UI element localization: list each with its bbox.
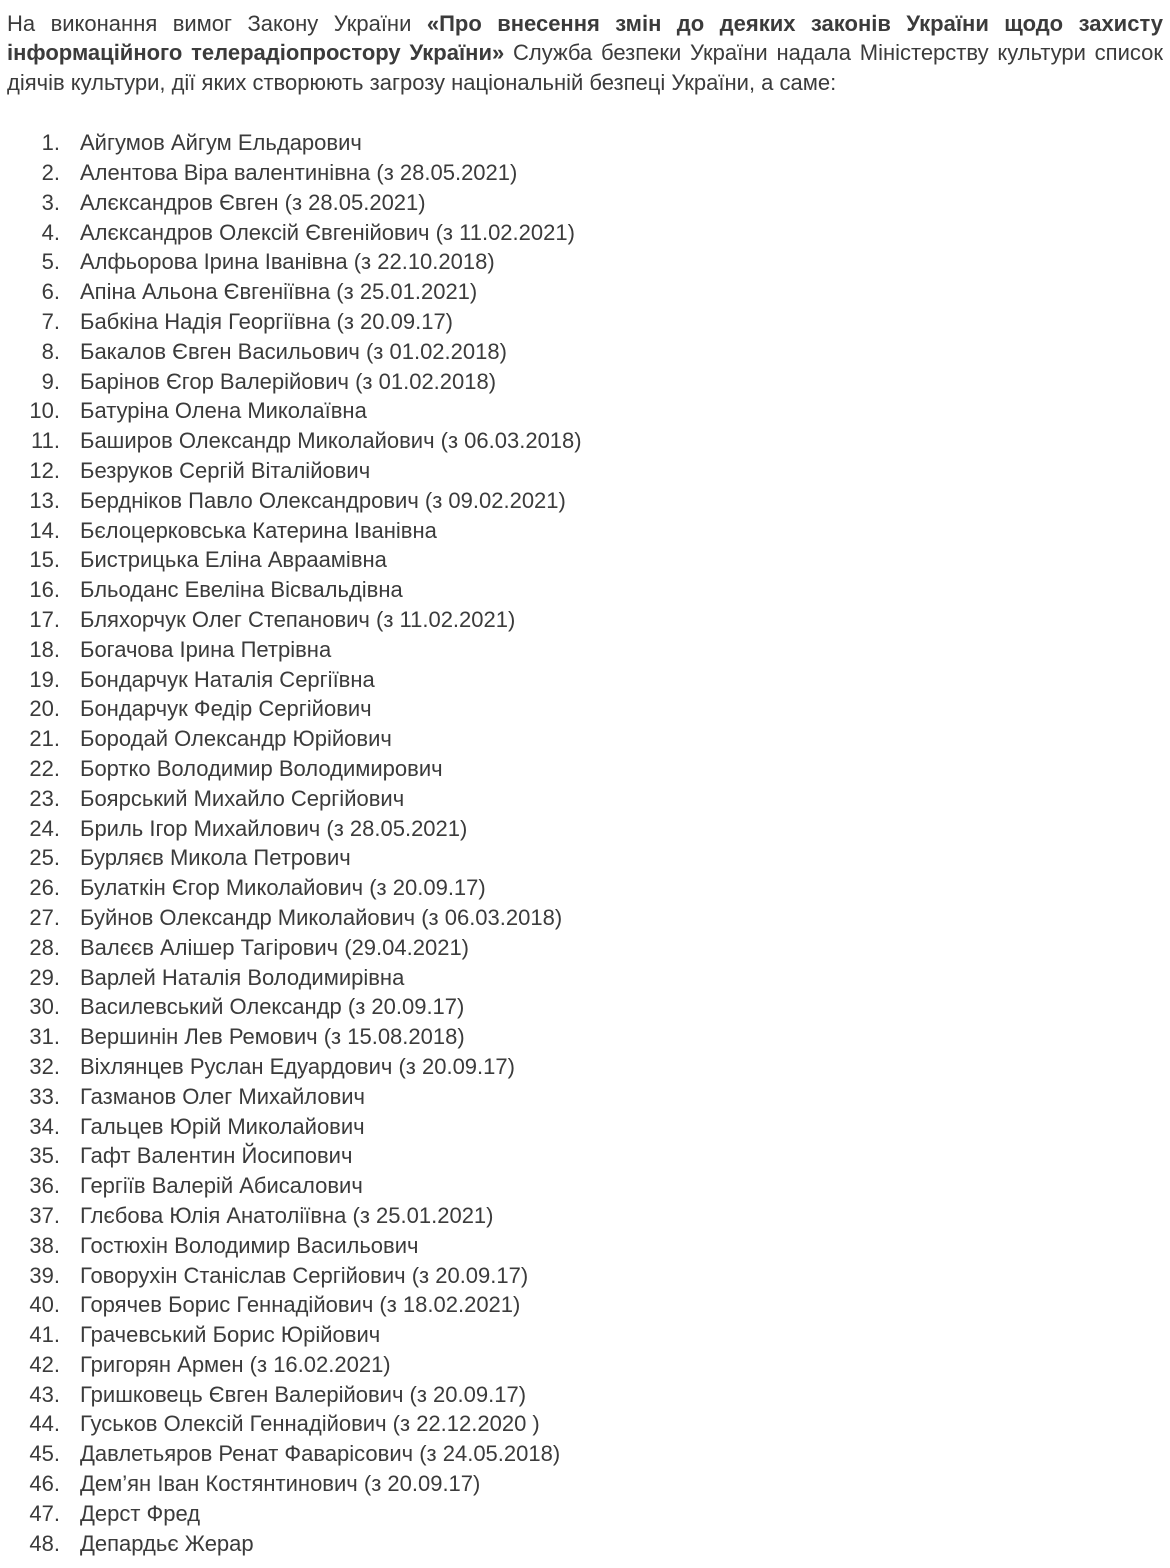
person-name: Бондарчук Наталія Сергіївна [80, 666, 375, 692]
list-item [7, 635, 1163, 665]
list-item [7, 128, 1163, 158]
person-name: Бриль Ігор Михайлович (з 28.05.2021) [80, 815, 468, 841]
list-item-number: 11. [31, 428, 60, 454]
person-name: Бородай Олександр Юрійович [80, 726, 392, 752]
person-name: Алєксандров Євген (з 28.05.2021) [80, 189, 426, 215]
list-item [7, 903, 1163, 933]
law-title-bold: «Про внесення змін до деяких законів України щодо захисту інформаційного телерадіопростору України» [7, 11, 1164, 66]
person-name: Булаткін Єгор Миколайович (з 20.09.17) [80, 875, 486, 901]
person-name: Алентова Віра валентинівна (з 28.05.2021) [80, 160, 518, 186]
list-item-number: 15. [29, 547, 60, 573]
list-item [7, 367, 1163, 397]
person-name: Бурляєв Микола Петрович [80, 845, 351, 871]
person-name: Дерст Фред [80, 1500, 201, 1526]
list-item-number: 7. [41, 309, 60, 334]
list-item [7, 933, 1163, 963]
list-item-number: 20. [29, 696, 60, 722]
list-item [7, 784, 1163, 814]
list-item-number: 44. [29, 1411, 60, 1437]
list-item [7, 694, 1163, 724]
person-name: Говорухін Станіслав Сергійович (з 20.09.17) [80, 1262, 529, 1288]
intro-paragraph [7, 9, 1163, 97]
list-item-number: 22. [29, 755, 60, 781]
person-name: Гафт Валентин Йосипович [80, 1143, 353, 1169]
person-name: Бєлоцерковська Катерина Іванівна [80, 517, 437, 543]
list-item [7, 426, 1163, 456]
person-name: Боярський Михайло Сергійович [80, 785, 405, 811]
list-item-number: 31. [29, 1024, 60, 1050]
list-item [7, 1171, 1163, 1201]
person-name: Бляхорчук Олег Степанович (з 11.02.2021) [80, 606, 516, 632]
person-name: Бльоданс Евеліна Вісвальдівна [80, 577, 403, 603]
list-item [7, 337, 1163, 367]
person-name: Глєбова Юлія Анатоліївна (з 25.01.2021) [80, 1202, 494, 1228]
list-item [7, 1350, 1163, 1380]
person-name: Грачевський Борис Юрійович [80, 1322, 381, 1348]
person-name: Гальцев Юрій Миколайович [80, 1113, 365, 1139]
list-item-number: 4. [41, 219, 60, 245]
list-item-number: 24. [29, 815, 60, 841]
list-item [7, 873, 1163, 903]
list-item-number: 32. [29, 1053, 60, 1079]
list-item [7, 843, 1163, 873]
person-name: Бердніков Павло Олександрович (з 09.02.2021) [80, 487, 566, 513]
list-item-number: 37. [29, 1202, 60, 1228]
list-item [7, 277, 1163, 307]
person-name: Бондарчук Федір Сергійович [80, 696, 372, 722]
list-item [7, 545, 1163, 575]
list-item [7, 456, 1163, 486]
person-name: Газманов Олег Михайлович [80, 1083, 366, 1109]
person-name: Дем’ян Іван Костянтинович (з 20.09.17) [80, 1471, 481, 1497]
list-item [7, 1022, 1163, 1052]
list-item-number: 38. [29, 1232, 60, 1258]
list-item-number: 8. [41, 338, 60, 364]
list-item [7, 992, 1163, 1022]
person-name: Гергіїв Валерій Абисалович [80, 1173, 363, 1199]
list-item-number: 2. [41, 160, 60, 186]
person-name: Апіна Альона Євгеніївна (з 25.01.2021) [80, 279, 478, 305]
person-name: Гуськов Олексій Геннадійович (з 22.12.2020 ) [80, 1411, 540, 1437]
list-item [7, 605, 1163, 635]
list-item-number: 14. [29, 517, 60, 543]
person-name: Айгумов Айгум Ельдарович [80, 130, 362, 156]
list-item [7, 1380, 1163, 1410]
list-item-number: 33. [29, 1083, 60, 1109]
list-item-number: 46. [29, 1471, 60, 1497]
list-item-number: 9. [41, 368, 60, 394]
list-item [7, 1499, 1163, 1529]
person-name: Баширов Олександр Миколайович (з 06.03.2018) [80, 428, 582, 454]
person-name: Безруков Сергій Віталійович [80, 457, 371, 483]
person-name: Валєєв Алішер Тагірович (29.04.2021) [80, 934, 470, 960]
list-item-number: 42. [29, 1351, 60, 1377]
list-item-number: 25. [29, 845, 60, 871]
list-item [7, 1231, 1163, 1261]
person-name: Гришковець Євген Валерійович (з 20.09.17) [80, 1381, 527, 1407]
list-item [7, 307, 1163, 337]
list-item-number: 39. [29, 1262, 60, 1288]
person-name: Василевський Олександр (з 20.09.17) [80, 994, 465, 1020]
list-item [7, 963, 1163, 993]
person-name: Бабкіна Надія Георгіївна (з 20.09.17) [80, 309, 454, 334]
list-item [7, 1141, 1163, 1171]
list-item-number: 12. [29, 457, 60, 483]
list-item-number: 6. [41, 279, 60, 305]
list-item-number: 13. [29, 487, 60, 513]
list-item-number: 27. [29, 904, 60, 930]
list-item [7, 754, 1163, 784]
list-item-number: 29. [29, 964, 60, 990]
person-name: Варлей Наталія Володимирівна [80, 964, 405, 990]
person-name: Батуріна Олена Миколаївна [80, 398, 367, 424]
list-item [7, 575, 1163, 605]
list-item [7, 1082, 1163, 1112]
list-item-number: 5. [41, 249, 60, 275]
person-name: Алєксандров Олексій Євгенійович (з 11.02.2021) [80, 219, 575, 245]
list-item [7, 814, 1163, 844]
list-item-number: 17. [29, 606, 60, 632]
list-item-number: 19. [29, 666, 60, 692]
persons-list [7, 128, 1163, 1558]
list-item-number: 3. [41, 189, 60, 215]
list-item-number: 45. [29, 1441, 60, 1467]
person-name: Бортко Володимир Володимирович [80, 755, 443, 781]
list-item-number: 10. [29, 398, 60, 424]
person-name: Вершинін Лев Ремович (з 15.08.2018) [80, 1024, 465, 1050]
list-item [7, 486, 1163, 516]
list-item-number: 28. [29, 934, 60, 960]
person-name: Бистрицька Еліна Авраамівна [80, 547, 387, 573]
list-item [7, 1529, 1163, 1559]
intro-text-end: Служба безпеки України надала Міністерству культури список діячів культури, дії яких створюють загрозу національній безпеці України, а саме: [7, 40, 1163, 95]
list-item [7, 188, 1163, 218]
person-name: Богачова Ірина Петрівна [80, 636, 332, 662]
person-name: Григорян Армен (з 16.02.2021) [80, 1351, 391, 1377]
person-name: Горячев Борис Геннадійович (з 18.02.2021) [80, 1292, 521, 1318]
list-item [7, 516, 1163, 546]
list-item [7, 247, 1163, 277]
list-item [7, 218, 1163, 248]
list-item [7, 1439, 1163, 1469]
person-name: Барінов Єгор Валерійович (з 01.02.2018) [80, 368, 497, 394]
list-item-number: 1. [41, 130, 60, 156]
list-item [7, 396, 1163, 426]
list-item-number: 48. [29, 1530, 60, 1556]
list-item [7, 1052, 1163, 1082]
list-item [7, 1320, 1163, 1350]
list-item-number: 30. [29, 994, 60, 1020]
list-item-number: 47. [29, 1500, 60, 1526]
person-name: Алфьорова Ірина Іванівна (з 22.10.2018) [80, 249, 495, 275]
list-item [7, 1409, 1163, 1439]
person-name: Бакалов Євген Васильович (з 01.02.2018) [80, 338, 507, 364]
list-item-number: 21. [29, 726, 60, 752]
person-name: Давлетьяров Ренат Фаварісович (з 24.05.2018) [80, 1441, 561, 1467]
list-item-number: 43. [29, 1381, 60, 1407]
intro-text-start: На виконання вимог Закону України [7, 11, 427, 36]
list-item-number: 35. [29, 1143, 60, 1169]
list-item [7, 1112, 1163, 1142]
person-name: Віхлянцев Руслан Едуардович (з 20.09.17) [80, 1053, 515, 1079]
list-item [7, 1201, 1163, 1231]
person-name: Буйнов Олександр Миколайович (з 06.03.2018) [80, 904, 563, 930]
list-item-number: 26. [29, 875, 60, 901]
list-item [7, 1469, 1163, 1499]
list-item-number: 34. [29, 1113, 60, 1139]
list-item [7, 158, 1163, 188]
list-item-number: 18. [29, 636, 60, 662]
list-item-number: 16. [29, 577, 60, 603]
person-name: Гостюхін Володимир Васильович [80, 1232, 419, 1258]
list-item-number: 36. [29, 1173, 60, 1199]
list-item-number: 41. [29, 1322, 60, 1348]
list-item-number: 40. [29, 1292, 60, 1318]
list-item [7, 665, 1163, 695]
list-item-number: 23. [29, 785, 60, 811]
list-item [7, 1261, 1163, 1291]
list-item [7, 1290, 1163, 1320]
list-item [7, 724, 1163, 754]
person-name: Депардьє Жерар [80, 1530, 254, 1556]
